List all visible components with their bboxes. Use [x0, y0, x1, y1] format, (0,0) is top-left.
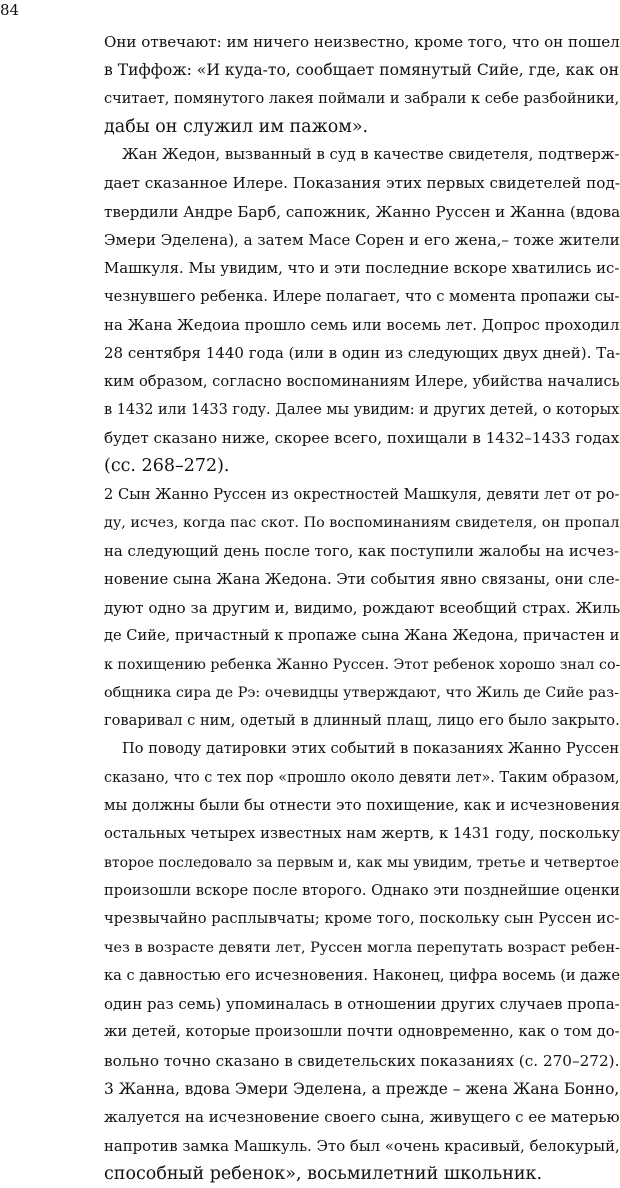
text-line: жи детей, которые произошли почти одновременно, как о том до-	[104, 1023, 620, 1041]
text-line: ка с давностью его исчезновения. Наконец, цифра восемь (и даже	[104, 966, 620, 984]
text-line: жалуется на исчезновение своего сына, живущего с ее матерью	[104, 1108, 620, 1127]
text-line: будет сказано ниже, скорее всего, похищали в 1432–1433 годах	[104, 429, 620, 448]
text-line: способный ребенок», восьмилетний школьник.	[104, 1163, 543, 1184]
text-line: 28 сентября 1440 года (или в один из следующих двух дней). Та-	[104, 344, 620, 363]
text-line: напротив замка Машкуль. Это был «очень красивый, белокурый,	[104, 1136, 620, 1155]
text-line: общника сира де Рэ: очевидцы утверждают, что Жиль де Сийе раз-	[104, 684, 619, 701]
text-line: считает, помянутого лакея поймали и забрали к себе разбойники,	[104, 90, 620, 107]
text-line: вольно точно сказано в свидетельских показаниях (с. 270–272).	[104, 1051, 620, 1070]
text-line: Они отвечают: им ничего неизвестно, кроме того, что он пошел	[104, 33, 620, 51]
text-line: Машкуля. Мы увидим, что и эти последние вскоре хватились ис-	[104, 259, 620, 278]
text-line: на следующий день после того, как поступили жалобы на исчез-	[104, 542, 620, 561]
body-text	[104, 28, 620, 1188]
text-line: произошли вскоре после второго. Однако эти позднейшие оценки	[104, 881, 620, 899]
text-line: де Сийе, причастный к пропаже сына Жана Жедона, причастен и	[104, 627, 620, 645]
text-line: По поводу датировки этих событий в показаниях Жанно Руссен	[122, 740, 620, 758]
text-line: новение сына Жана Жедона. Эти события явно связаны, они сле-	[104, 570, 620, 588]
text-line: Эмери Эделена), а затем Масе Сорен и его жена,– тоже жители	[104, 231, 620, 250]
text-line: 2 Сын Жанно Руссен из окрестностей Машкуля, девяти лет от ро-	[104, 485, 620, 503]
text-line: чез в возрасте девяти лет, Руссен могла перепутать возраст ребен-	[104, 939, 620, 956]
text-line: в 1432 или 1433 году. Далее мы увидим: и других детей, о которых	[104, 401, 620, 418]
text-line: чрезвычайно расплывчаты; кроме того, поскольку сын Руссен ис-	[104, 910, 620, 928]
page-number: 84	[0, 1, 20, 19]
text-line: в Тиффож: «И куда-то, сообщает помянутый Сийе, где, как он	[104, 61, 619, 80]
text-line: говаривал с ним, одетый в длинный плащ, лицо его было закрыто.	[104, 712, 620, 730]
text-line: 3 Жанна, вдова Эмери Эделена, а прежде – жена Жана Бонно,	[104, 1079, 620, 1098]
text-line: один раз семь) упоминалась в отношении других случаев пропа-	[104, 995, 620, 1014]
text-line: дает сказанное Илере. Показания этих первых свидетелей под-	[104, 174, 620, 193]
text-line: ким образом, согласно воспоминаниям Илере, убийства начались	[104, 372, 620, 390]
text-line: сказано, что с тех пор «прошло около девяти лет». Таким образом,	[104, 769, 620, 786]
text-line: чезнувшего ребенка. Илере полагает, что с момента пропажи сы-	[104, 287, 620, 305]
text-line: дуют одно за другим и, видимо, рождают всеобщий страх. Жиль	[104, 598, 620, 617]
text-line: остальных четырех известных нам жертв, к 1431 году, поскольку	[104, 825, 620, 843]
text-line: мы должны были бы отнести это похищение, как и исчезновения	[104, 797, 620, 815]
text-line: Жан Жедон, вызванный в суд в качестве свидетеля, подтверж-	[122, 146, 620, 164]
text-line: твердили Андре Барб, сапожник, Жанно Руссен и Жанна (вдова	[104, 202, 620, 221]
text-line: дабы он служил им пажом».	[104, 116, 369, 137]
text-line: (сс. 268–272).	[104, 456, 230, 477]
text-line: ду, исчез, когда пас скот. По воспоминаниям свидетеля, он пропал	[104, 515, 620, 532]
text-line: на Жана Жедоиа прошло семь или восемь лет. Допрос проходил	[104, 315, 620, 334]
text-line: к похищению ребенка Жанно Руссен. Этот ребенок хорошо знал со-	[104, 656, 620, 673]
text-line: второе последовало за первым и, как мы увидим, третье и четвертое	[104, 854, 620, 871]
